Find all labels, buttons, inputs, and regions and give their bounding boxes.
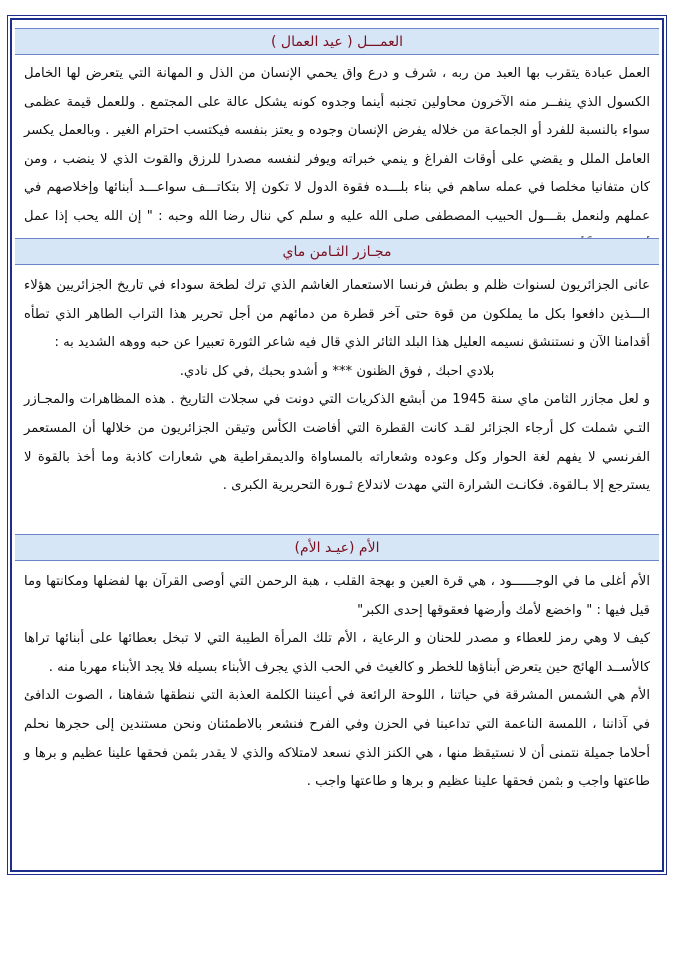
poem-verse: بلادي احبك , فوق الظنون *** و أشدو بحبك ,في كل نادي. bbox=[179, 363, 495, 379]
paragraph: الأم هي الشمس المشرقة في حياتنا ، اللوحة الرائعة في أعيننا الكلمة العذبة التي ننطقها شفاهنا ، الصوت الدافئ في آذاننا ، اللمسة الناعمة التي تداعبنا في الحزن وفي الفرح فنشعر بالاطمئنان ونحن مستندين إلى حجرها نحلم أحلاما جميلة نتمنى أن لا نستيقظ منها ، هي الكنز الذي نسعد لامتلاكه والذي لا يقدر بثمن فحقها علينا عظيم و برها و طاعتها واجب و بثمن فحقها علينا عظيم و برها و طاعتها واجب . bbox=[24, 688, 650, 790]
section-title: الأم (عيـد الأم) bbox=[294, 539, 380, 556]
section-body bbox=[24, 272, 650, 501]
page-border bbox=[10, 18, 664, 872]
section-may-massacres bbox=[12, 236, 662, 536]
section-title: العمـــل ( عيد العمال ) bbox=[270, 33, 403, 50]
document-page bbox=[6, 8, 668, 952]
paragraph: و لعل مجازر الثامن ماي سنة 1945 من أبشع الذكريات التي دونت في سجلات التاريخ . هذه المظاهرات والمجـازر التـي شملت كل أرجاء الجزائر لقـد كانت القطرة التي أفاضت الكأس وتيقن الجزائريون من خلالها أن المستعمر الفرنسي لا يفهم لغة الحوار وكل وعوده وشعاراته بالمساواة والديمقراطية هي شعارات كاذبة وما أخذ بالقوة لا يسترجع إلا بـالقوة. فكانـت الشرارة التي مهدت لاندلاع ثـورة التحريرية الكبرى . bbox=[24, 392, 650, 494]
section-title-bar bbox=[15, 238, 659, 265]
section-title-bar bbox=[15, 28, 659, 55]
section-mother bbox=[12, 530, 662, 870]
paragraph: كيف لا وهي رمز للعطاء و مصدر للحنان و الرعاية ، الأم تلك المرأة الطيبة التي لا تبخل بعطائها على أبنائها تراها كالأســد الهائج حين يتعرض أبناؤها للخطر و كالغيث في الحب الذي يجرف الأبناء بسيله فلا يجد الأبناء مهربا منه . bbox=[24, 631, 650, 675]
section-title-bar bbox=[15, 534, 659, 561]
paragraph: الأم أغلى ما في الوجــــــود ، هي قرة العين و بهجة القلب ، هبة الرحمن التي أوصى القرآن بها لفضلها ومكانتها وما قيل فيها : " واخضع لأمك وأرضها فعقوقها إحدى الكبر" bbox=[24, 574, 650, 618]
section-body bbox=[24, 568, 650, 797]
paragraph: عانى الجزائريون لسنوات ظلم و بطش فرنسا الاستعمار الغاشم الذي ترك لطخة سوداء في تاريخ الجزائريين هؤلاء الـــذين دافعوا بكل ما يملكون من قوة حتى آخر قطرة من دمائهم من أجل تحرير هذا التراب الطاهر الذي تطأه أقدامنا الآن و نستنشق نسيمه العليل هذا البلد الثائر الذي قال فيه شاعر الثورة تعبيرا عن حبه ووهه الشديد به : bbox=[24, 278, 650, 351]
section-labor bbox=[12, 20, 662, 236]
section-title: مجـازر الثـامن ماي bbox=[282, 243, 392, 260]
section-body bbox=[24, 60, 650, 260]
paragraph: العمل عبادة يتقرب بها العبد من ربه ، شرف و درع واق يحمي الإنسان من الذل و المهانة التي يتعرض لها الخامل الكسول الذي ينفــر منه الآخرون محاولين تجنبه أينما وجدوه كونه يشكل عالة على المجتمع . وللعمل قيمة عظمى سواء بالنسبة للفرد أو الجماعة من خلاله يفرض الإنسان وجوده و يعتز بنفسه فيكتسب احترام الغير . وبالعمل يكسر العامل الملل و يقضي على أوقات الفراغ و ينمي خبراته ويوفر لنفسه مصدرا للرزق والقوت الذي لا ينضب ، ومن كان متفانيا مخلصا في عمله ساهم في بناء بلـــده فقوة الدول لا تكون إلا بتكاتـــف سواعـــد أبنائها وإخلاصهم في عملهم ولنعمل بقـــول الحبيب المصطفى صلى الله عليه و سلم كي ننال رضا الله وحبه : " إن الله يحب إذا عمل bbox=[24, 66, 650, 224]
